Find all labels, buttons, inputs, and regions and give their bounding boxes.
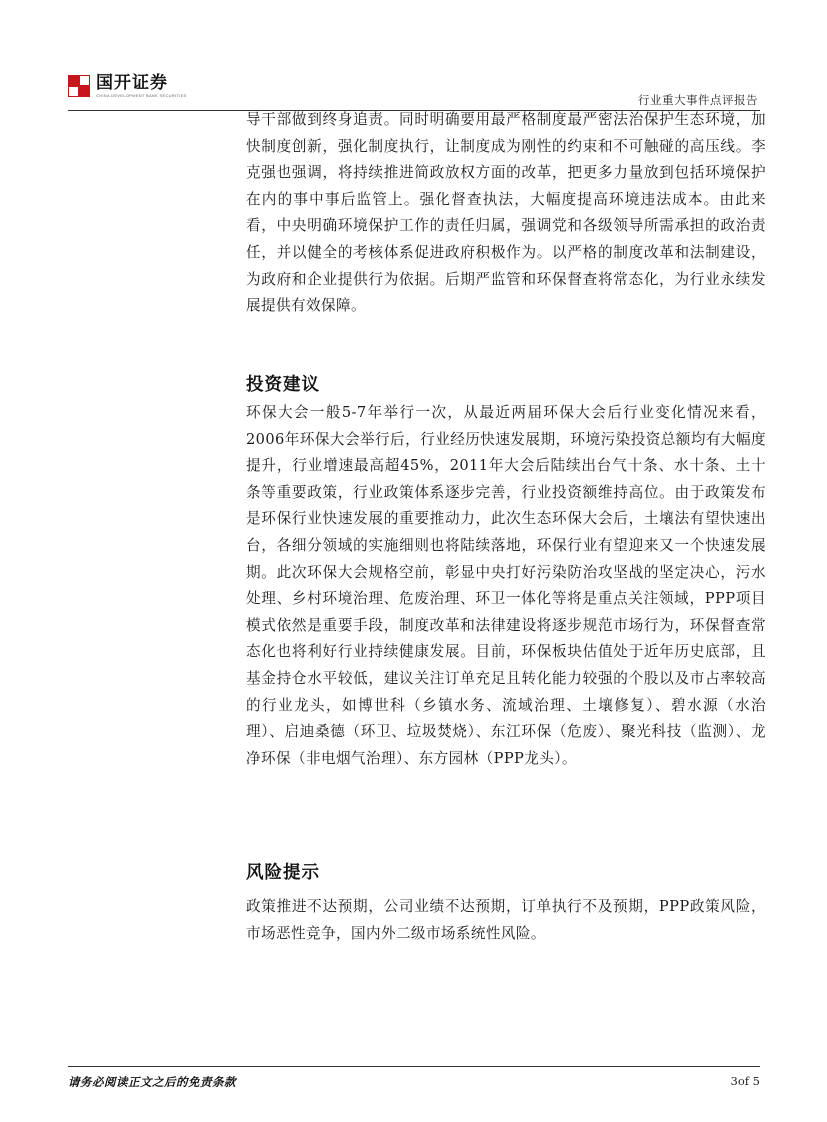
page-header <box>68 70 760 112</box>
section-paragraph: 政策推进不达预期，公司业绩不达预期，订单执行不及预期，PPP政策风险，市场恶性竞争，国内外二级市场系统性风险。 <box>246 898 766 942</box>
footer-divider <box>68 1066 760 1067</box>
section-paragraph: 环保大会一般5-7年举行一次，从最近两届环保大会后行业变化情况来看，2006年环保大会举行后，行业经历快速发展期，环境污染投资总额均有大幅度提升，行业增速最高超45%，2011年大会后陆续出台气十条、水十条、土十条等重要政策，行业政策体系逐步完善，行业投资额维持高位。由于政策发布是环保行业快速发展的重要推动力，此次生态环保大会后，土壤法有望快速出台，各细分领域的实施细则也将陆续落地，环保行业有望迎来又一个快速发展期。此次环保大会规格空前，彰显中央打好污染防治攻坚战的坚定决心，污水处理、乡村环境治理、危废治理、环卫一体化等将是重点关注领域，PPP项目模式依然是重要手段，制度改革和法律建设将逐步规范市场行为，环保督查常态化也将利好行业持续健康发展。目前，环保板块估值处于近年历史底部，且基金持仓水平较低，建议关注订单充足且转化能力较强的个股以及市占率较高的行业龙头，如博世科（乡镇水务、流域治理、土壤修复）、碧水源（水治理）、启迪桑德（环卫、垃圾焚烧）、东江环保（危废）、聚光科技（监测）、龙净环保（非电烟气治理）、东方园林（PPP龙头）。 <box>246 404 766 767</box>
disclaimer-note: 请务必阅读正文之后的免责条款 <box>68 1075 236 1089</box>
page-number: 3of 5 <box>730 1074 760 1088</box>
logo-mark-icon <box>68 75 90 97</box>
logo-name: 国开证券 <box>96 73 168 93</box>
section-heading-investment-advice: 投资建议 <box>246 375 320 395</box>
company-logo <box>68 74 187 98</box>
section-heading-risk-warning: 风险提示 <box>246 863 320 883</box>
section-paragraph: 导干部做到终身追责。同时明确要用最严格制度最严密法治保护生态环境，加快制度创新，强化制度执行，让制度成为刚性的约束和不可触碰的高压线。李克强也强调，将持续推进简政放权方面的改革，把更多力量放到包括环境保护在内的事中事后监管上。强化督查执法，大幅度提高环境违法成本。由此来看，中央明确环境保护工作的责任归属，强调党和各级领导所需承担的政治责任，并以健全的考核体系促进政府积极作为。以严格的制度改革和法制建设，为政府和企业提供行为依据。后期严监管和环保督查将常态化，为行业永续发展提供有效保障。 <box>246 111 766 315</box>
logo-subtitle: CHINA DEVELOPMENT BANK SECURITIES <box>96 93 187 98</box>
report-type: 行业重大事件点评报告 <box>638 93 758 107</box>
